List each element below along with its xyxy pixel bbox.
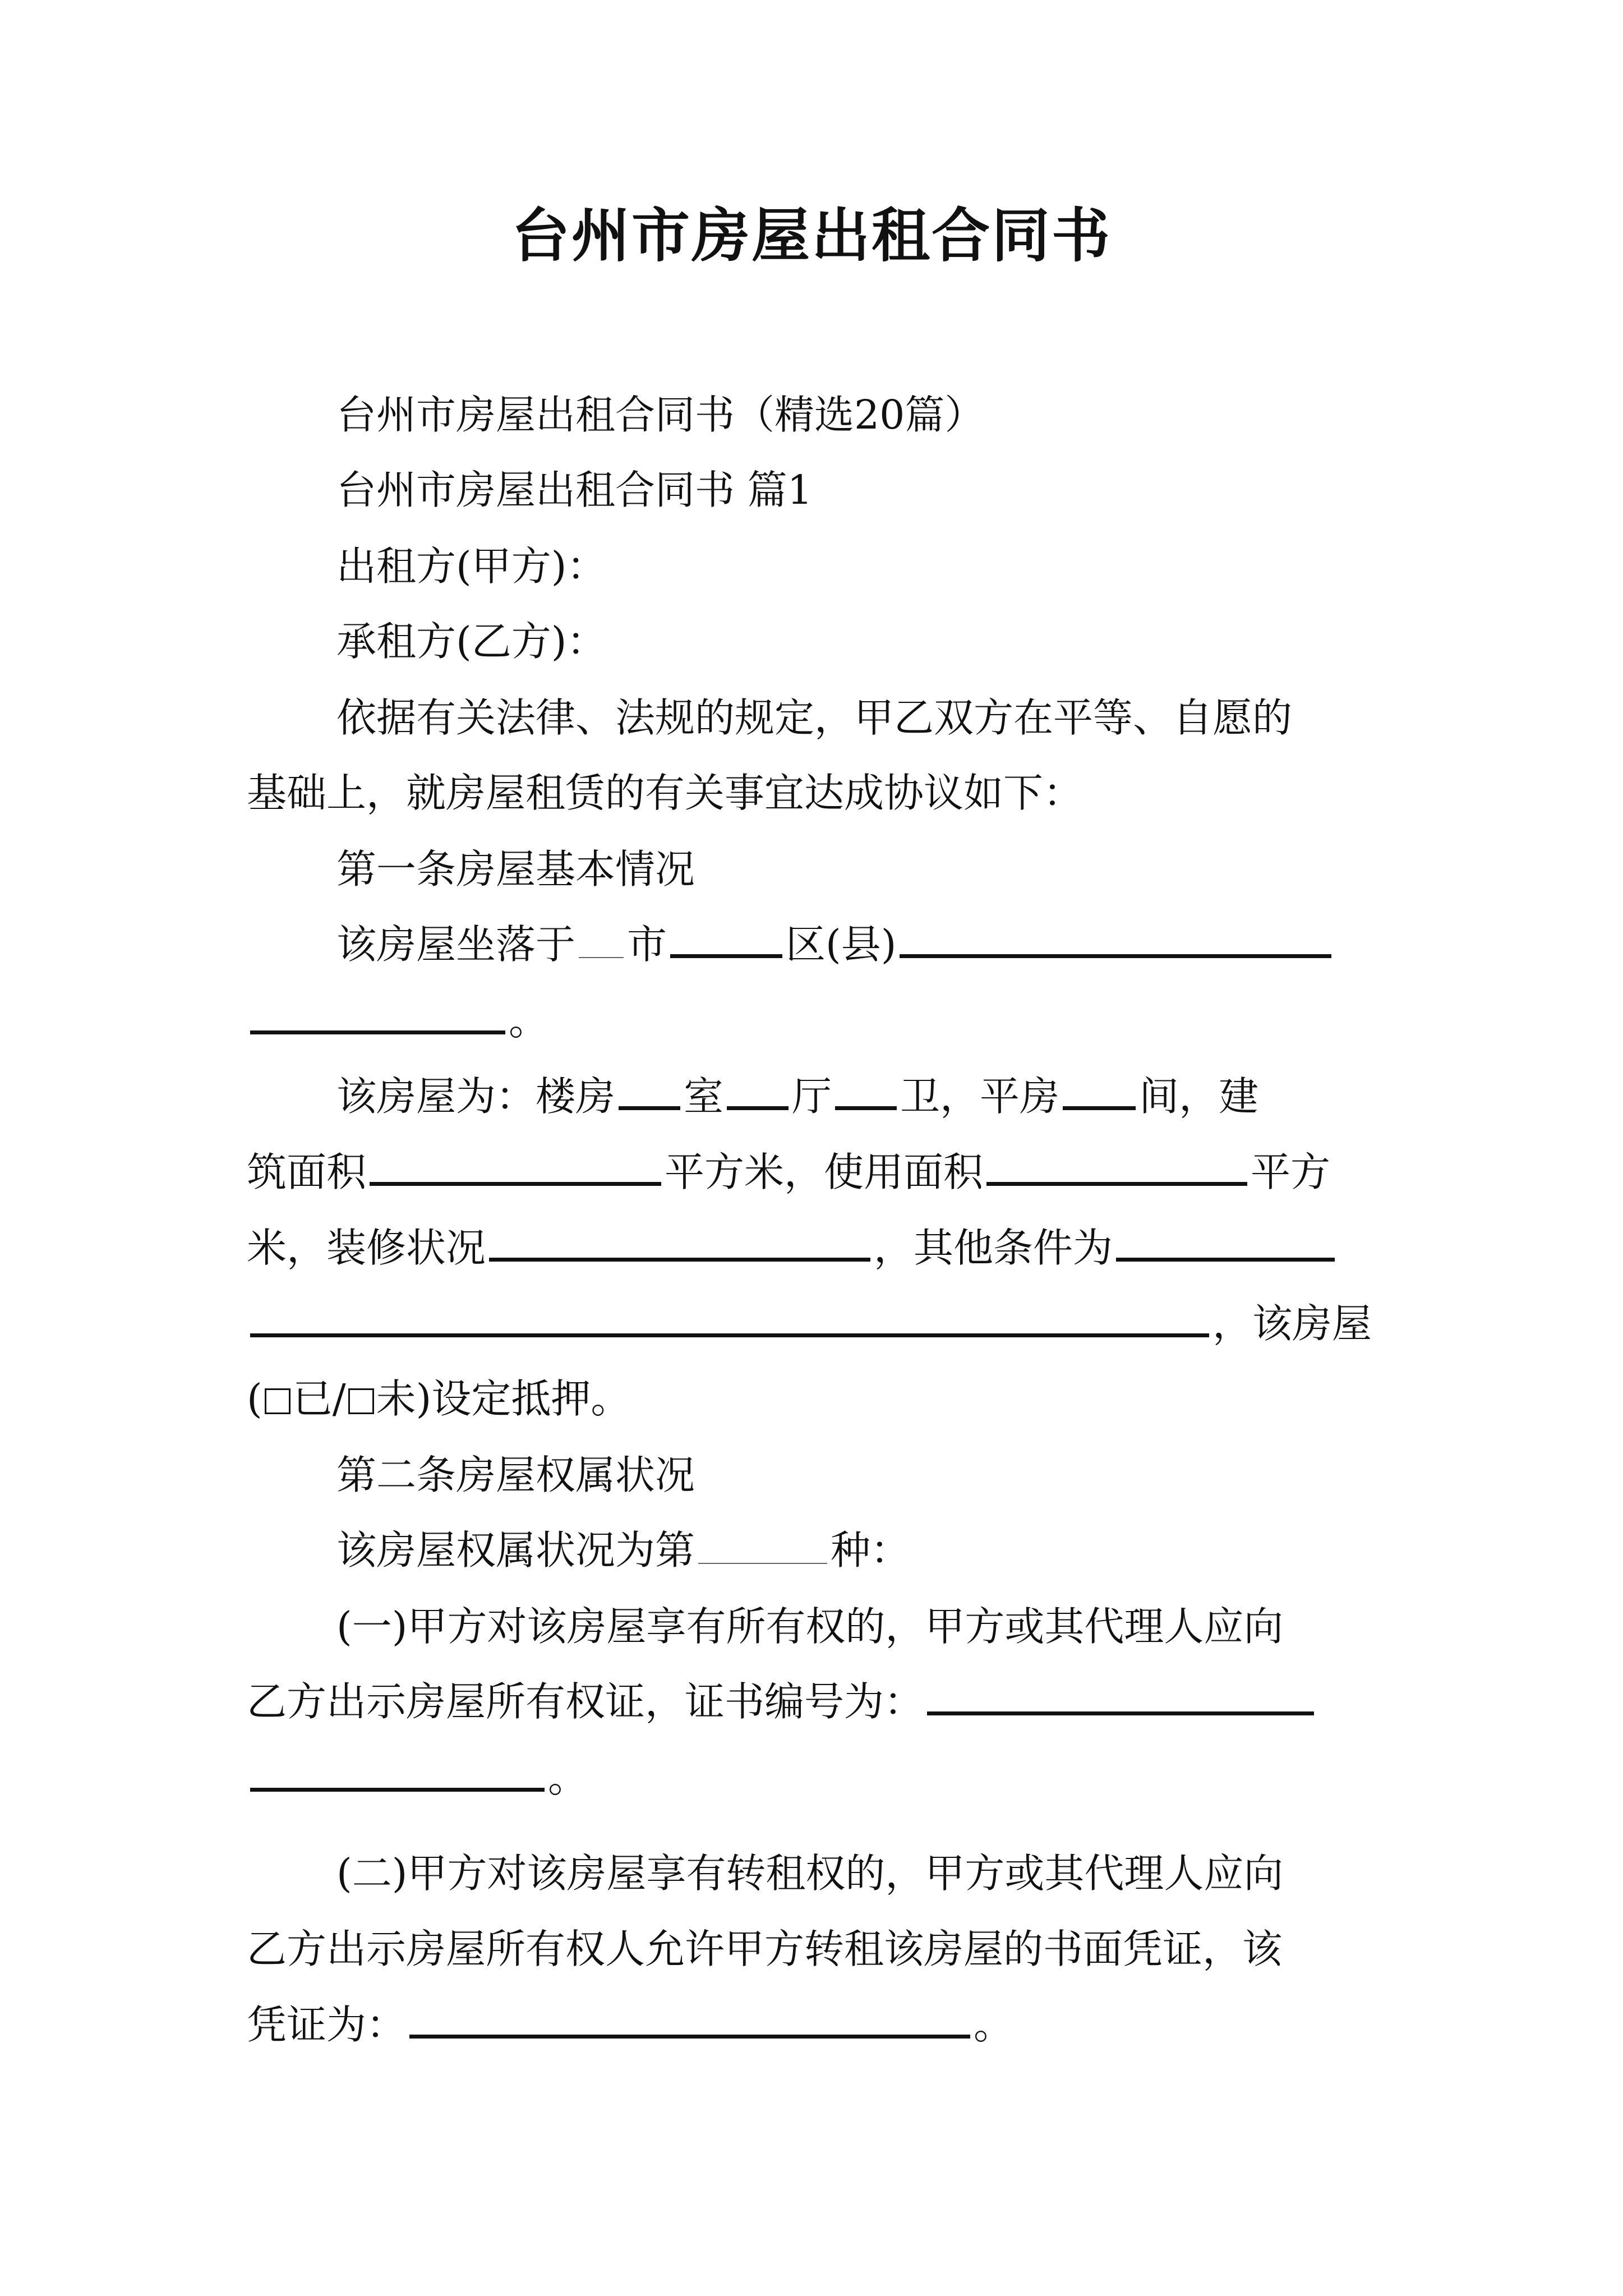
mortgage-line bbox=[247, 1371, 630, 1427]
bath-count-blank[interactable] bbox=[835, 1101, 897, 1110]
bungalow-count-blank[interactable] bbox=[1063, 1101, 1136, 1110]
clause-2-line-2: 乙方出示房屋所有权人允许甲方转租该房屋的书面凭证，该 bbox=[247, 1926, 1283, 1972]
hall-label: 厅 bbox=[792, 1073, 832, 1120]
city-label: 市 bbox=[627, 921, 667, 968]
district-label: 区(县) bbox=[786, 921, 897, 968]
preamble-line-1: 依据有关法律、法规的规定，甲乙双方在平等、自愿的 bbox=[336, 694, 1293, 741]
voucher-blank[interactable] bbox=[409, 2029, 970, 2039]
address-blank-cont[interactable] bbox=[250, 1025, 505, 1034]
mortgage-yes-label: 已/ bbox=[292, 1375, 346, 1422]
other-label: ，其他条件为 bbox=[874, 1225, 1113, 1271]
district-blank[interactable] bbox=[670, 949, 782, 958]
details-line-4-suffix: ，该房屋 bbox=[1212, 1300, 1372, 1347]
clause-1-line-1: (一)甲方对该房屋享有所有权的，甲方或其代理人应向 bbox=[336, 1603, 1284, 1650]
mortgage-no-checkbox[interactable] bbox=[348, 1388, 374, 1414]
details-line-1 bbox=[336, 1069, 1258, 1125]
location-line-1 bbox=[336, 917, 1335, 973]
room-count-blank[interactable] bbox=[619, 1101, 680, 1110]
voucher-prefix: 凭证为： bbox=[247, 2001, 407, 2048]
clause-2-end: 。 bbox=[974, 2001, 1014, 2048]
mortgage-open: ( bbox=[247, 1375, 262, 1422]
ownership-type-suffix: 种： bbox=[831, 1527, 911, 1573]
jian-label: 间，建 bbox=[1139, 1073, 1259, 1120]
clause-1-end: 。 bbox=[548, 1755, 588, 1801]
location-line-2 bbox=[247, 993, 548, 1049]
clause-1-line-3 bbox=[247, 1750, 588, 1806]
address-blank[interactable] bbox=[900, 949, 1331, 958]
details-line-4 bbox=[247, 1296, 1372, 1352]
decoration-prefix: 米，装修状况 bbox=[247, 1225, 486, 1271]
hall-count-blank[interactable] bbox=[727, 1101, 789, 1110]
clause-2-line-1: (二)甲方对该房屋享有转租权的，甲方或其代理人应向 bbox=[336, 1850, 1284, 1897]
room-label: 室 bbox=[684, 1073, 724, 1120]
area-prefix: 筑面积 bbox=[247, 1149, 367, 1195]
details-line-2 bbox=[247, 1144, 1330, 1200]
section-heading: 台州市房屋出租合同书 篇1 bbox=[336, 467, 813, 513]
location-prefix: 该房屋坐落于 bbox=[336, 921, 576, 968]
ownership-type-line bbox=[336, 1522, 910, 1579]
ownership-type-prefix: 该房屋权属状况为第 bbox=[336, 1527, 695, 1573]
usable-area-label: 平方米，使用面积 bbox=[665, 1149, 984, 1195]
other-conditions-blank-cont[interactable] bbox=[250, 1328, 1209, 1337]
lessee-label: 承租方(乙方)： bbox=[336, 618, 607, 665]
other-conditions-blank[interactable] bbox=[1116, 1252, 1335, 1262]
sqm-label: 平方 bbox=[1251, 1149, 1331, 1195]
location-end: 。 bbox=[509, 997, 549, 1044]
certificate-number-blank[interactable] bbox=[927, 1706, 1314, 1715]
document-title: 台州市房屋出租合同书 bbox=[511, 201, 1112, 270]
city-blank[interactable] bbox=[579, 951, 624, 958]
ownership-type-blank[interactable] bbox=[698, 1557, 827, 1564]
details-line-3 bbox=[247, 1220, 1338, 1276]
bath-label: 卫，平房 bbox=[900, 1073, 1060, 1120]
certificate-prefix: 乙方出示房屋所有权证，证书编号为： bbox=[247, 1678, 924, 1725]
mortgage-no-label: 未)设定抵押。 bbox=[376, 1375, 631, 1422]
preamble-line-2: 基础上，就房屋租赁的有关事宜达成协议如下： bbox=[247, 770, 1083, 816]
certificate-number-blank-cont[interactable] bbox=[250, 1782, 545, 1792]
document-subtitle: 台州市房屋出租合同书（精选20篇） bbox=[336, 392, 985, 438]
clause-2-line-3 bbox=[247, 1997, 1013, 2053]
article-1-heading: 第一条房屋基本情况 bbox=[336, 846, 695, 892]
details-prefix: 该房屋为：楼房 bbox=[336, 1073, 616, 1120]
floor-area-blank[interactable] bbox=[370, 1176, 661, 1186]
clause-1-line-2 bbox=[247, 1674, 1317, 1730]
article-2-heading: 第二条房屋权属状况 bbox=[336, 1452, 695, 1498]
usable-area-blank[interactable] bbox=[986, 1176, 1247, 1186]
decoration-blank[interactable] bbox=[489, 1252, 870, 1262]
lessor-label: 出租方(甲方)： bbox=[336, 543, 607, 590]
mortgage-yes-checkbox[interactable] bbox=[265, 1388, 291, 1414]
